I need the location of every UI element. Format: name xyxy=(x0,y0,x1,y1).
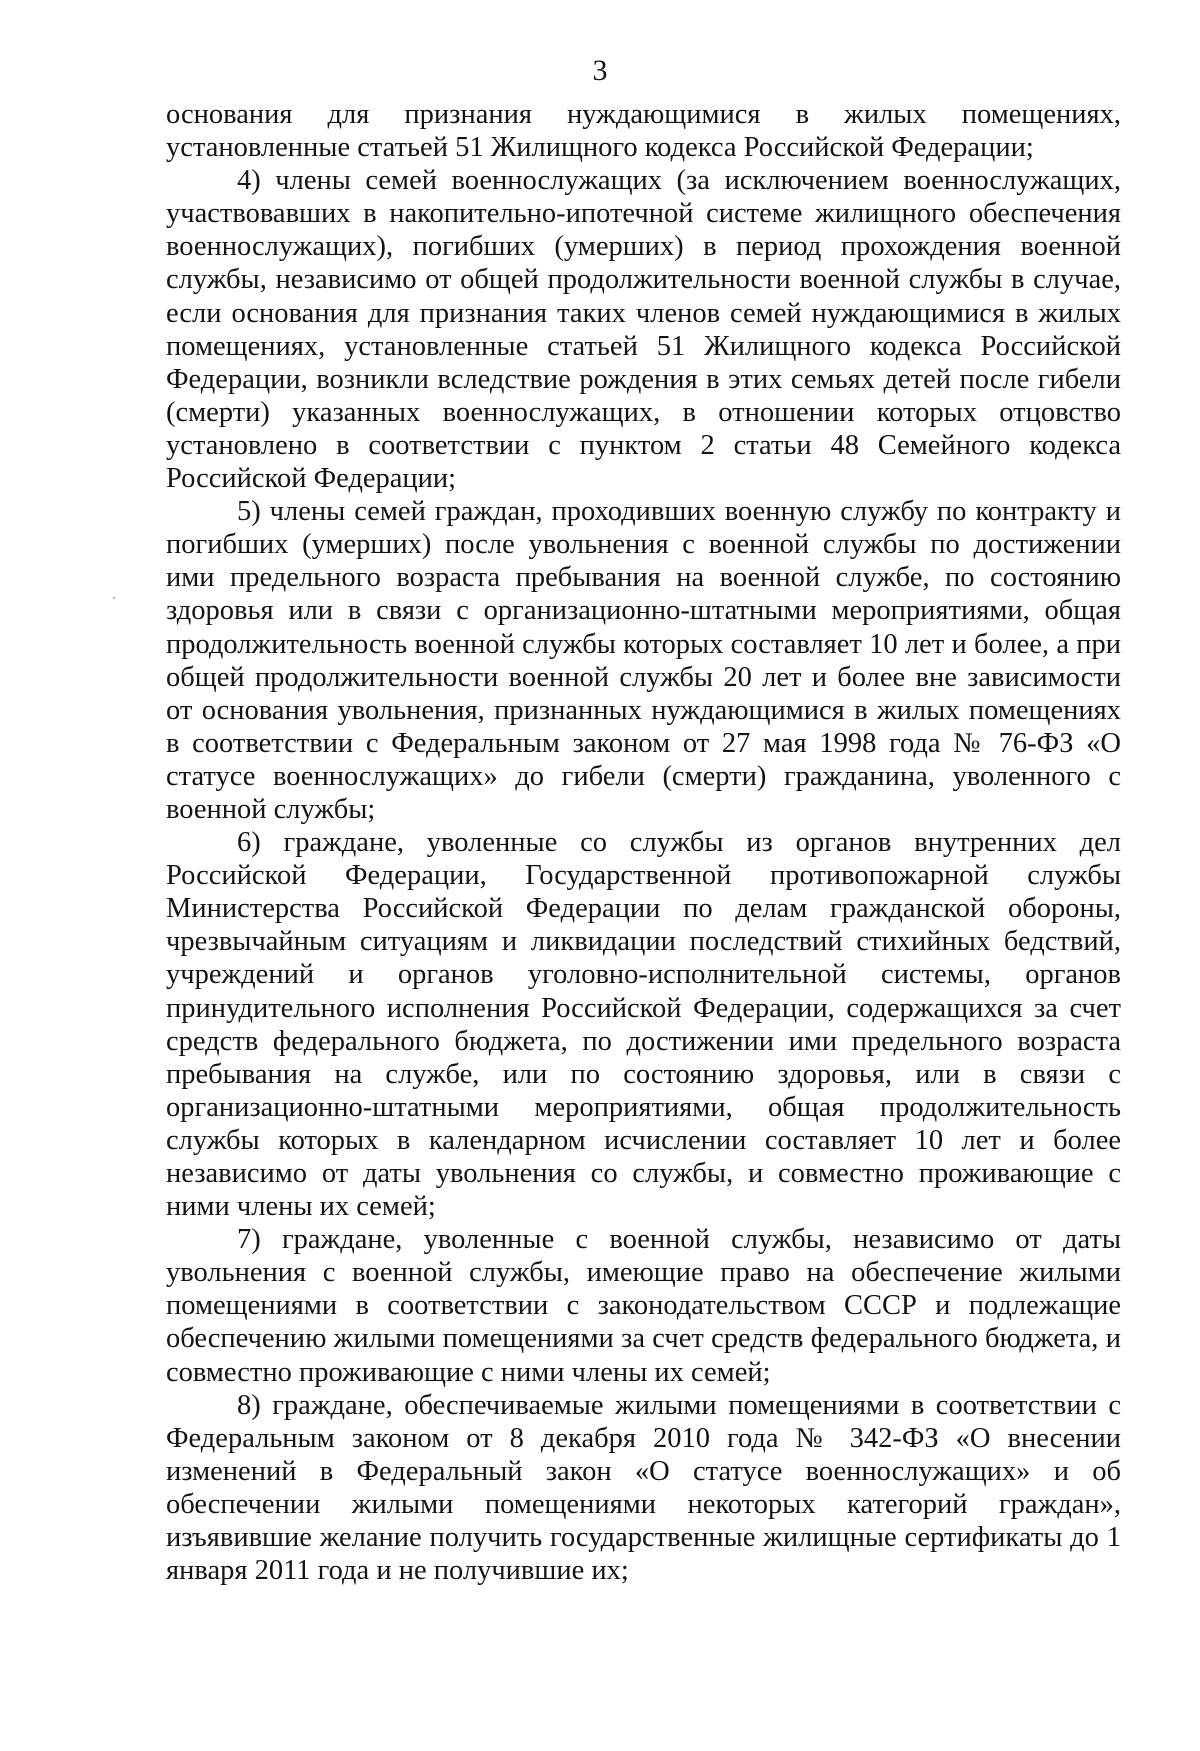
document-body xyxy=(166,98,1121,1587)
paragraph-item-6: 6) граждане, уволенные со службы из органов внутренних дел Российской Федерации, Государственной противопожарной службы Министерства Российской Федерации по делам гражданской обороны, чрезвычайным ситуациям и ликвидации последствий стихийных бедствий, учреждений и органов уголовно-исполнительной системы, органов принудительного исполнения Российской Федерации, содержащихся за счет средств федерального бюджета, по достижении ими предельного возраста пребывания на службе, или по состоянию здоровья, или в связи с организационно-штатными мероприятиями, общая продолжительность службы которых в календарном исчислении составляет 10 лет и более независимо от даты увольнения со службы, и совместно проживающие с ними члены их семей; xyxy=(166,827,1121,1223)
paragraph-item-5: 5) члены семей граждан, проходивших военную службу по контракту и погибших (умерших) после увольнения с военной службы по достижении ими предельного возраста пребывания на военной службе, по состоянию здоровья или в связи с организационно-штатными мероприятиями, общая продолжительность военной службы которых составляет 10 лет и более, а при общей продолжительности военной службы 20 лет и более вне зависимости от основания увольнения, признанных нуждающимися в жилых помещениях в соответствии с Федеральным законом от 27 мая 1998 года № 76-ФЗ «О статусе военнослужащих» до гибели (смерти) гражданина, уволенного с военной службы; xyxy=(166,496,1121,825)
paragraph-item-7: 7) граждане, уволенные с военной службы, независимо от даты увольнения с военной службы, имеющие право на обеспечение жилыми помещениями в соответствии с законодательством СССР и подлежащие обеспечению жилыми помещениями за счет средств федерального бюджета, и совместно проживающие с ними члены их семей; xyxy=(166,1224,1121,1388)
page-number: 3 xyxy=(592,54,608,87)
paragraph-item-8: 8) граждане, обеспечиваемые жилыми помещениями в соответствии с Федеральным законом от 8 декабря 2010 года № 342-ФЗ «О внесении изменений в Федеральный закон «О статусе военнослужащих» и об обеспечении жилыми помещениями некоторых категорий граждан», изъявившие желание получить государственные жилищные сертификаты до 1 января 2011 года и не получившие их; xyxy=(166,1389,1121,1587)
paragraph-continuation: основания для признания нуждающимися в жилых помещениях, установленные статьей 51 Жилищного кодекса Российской Федерации; xyxy=(166,99,1121,164)
paragraph-item-4: 4) члены семей военнослужащих (за исключением военнослужащих, участвовавших в накопительно-ипотечной системе жилищного обеспечения военнослужащих), погибших (умерших) в период прохождения военной службы, независимо от общей продолжительности военной службы в случае, если основания для признания таких членов семей нуждающимися в жилых помещениях, установленные статьей 51 Жилищного кодекса Российской Федерации, возникли вследствие рождения в этих семьях детей после гибели (смерти) указанных военнослужащих, в отношении которых отцовство установлено в соответствии с пунктом 2 статьи 48 Семейного кодекса Российской Федерации; xyxy=(166,165,1121,495)
scan-artifact-dot xyxy=(113,597,115,599)
